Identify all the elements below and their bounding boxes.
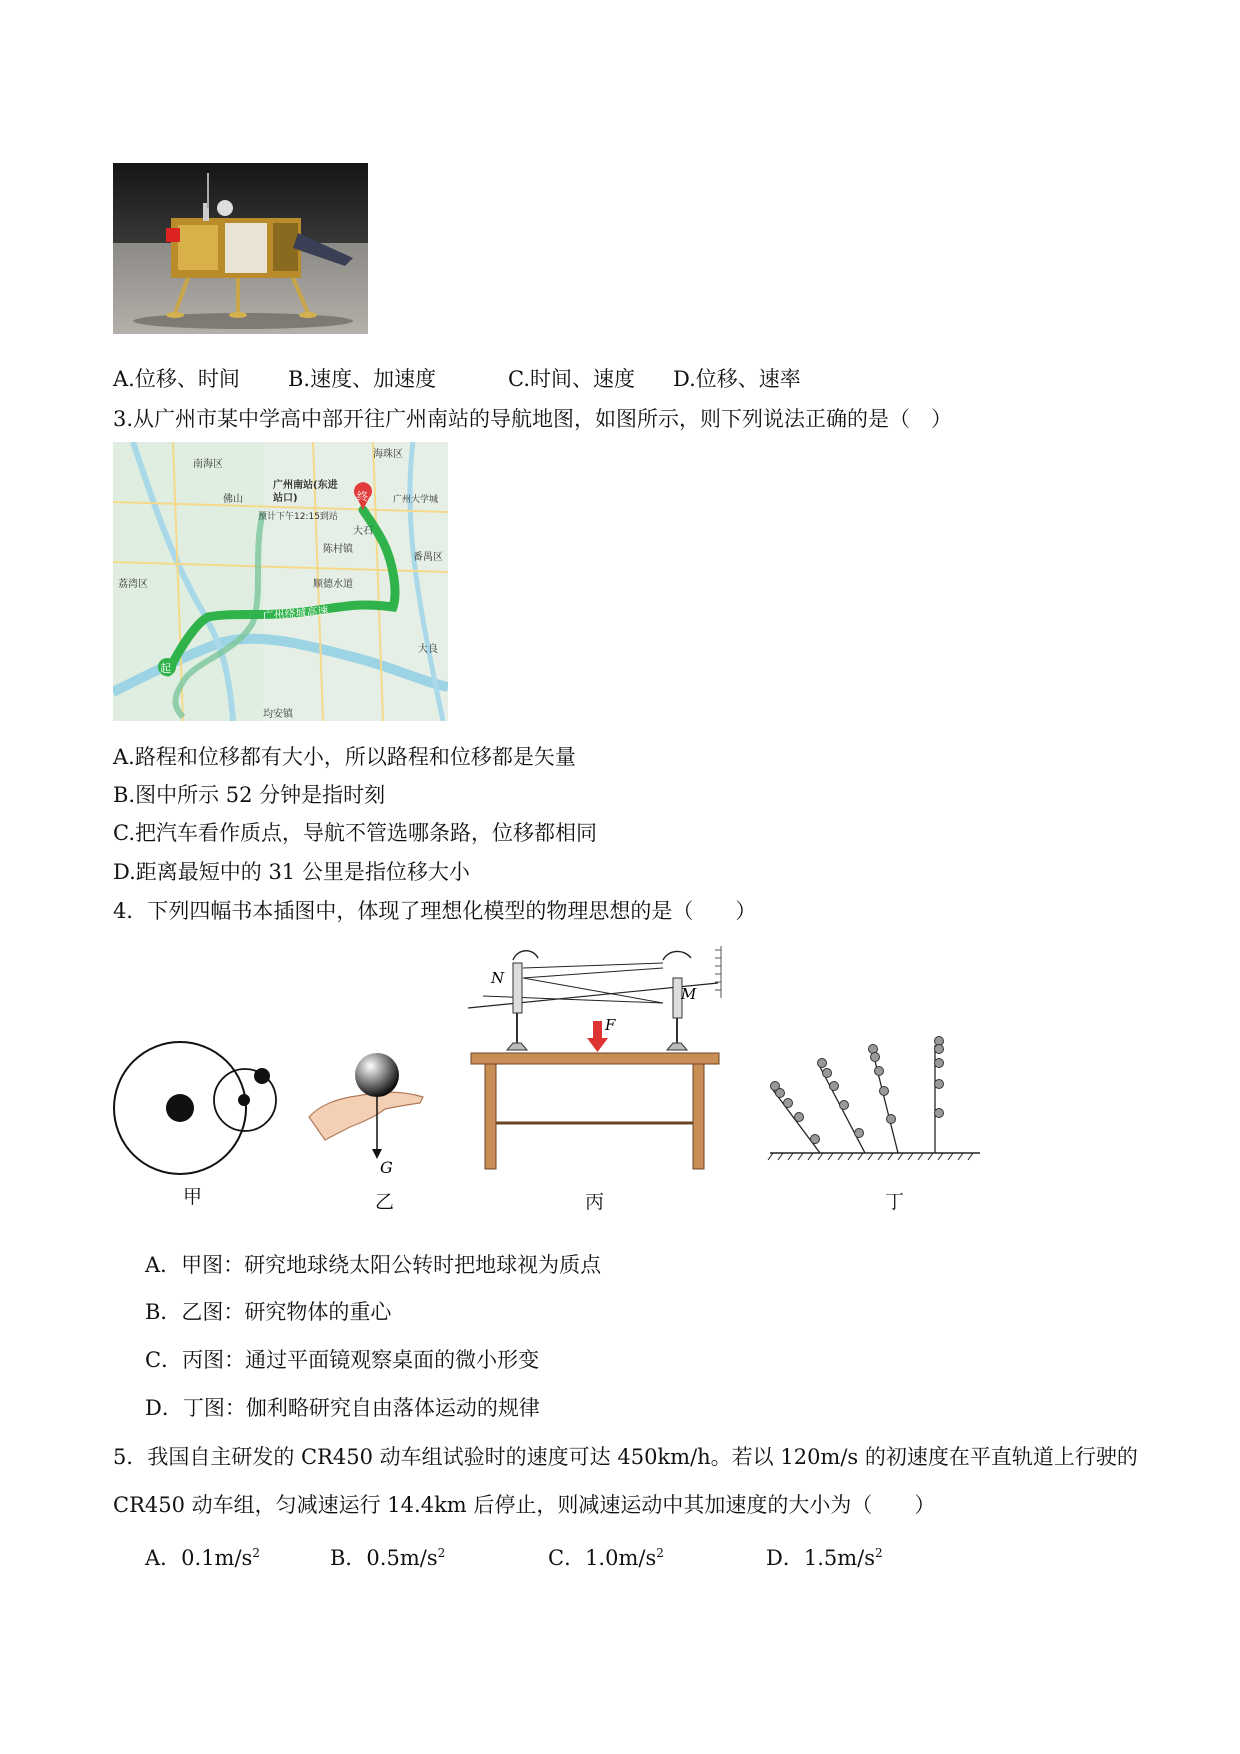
q3-stem: 3.从广州市某中学高中部开往广州南站的导航地图，如图所示，则下列说法正确的是（ ） — [113, 407, 953, 431]
mirror-m-label: M — [681, 985, 697, 1003]
map-label: 顺德水道 — [313, 579, 353, 590]
map-label: 广州南站(东进 — [273, 480, 338, 491]
q2-options — [113, 364, 801, 394]
force-label: F — [605, 1016, 616, 1034]
lunar-lander-photo — [113, 163, 368, 334]
q3-option-c: C.把汽车看作质点，导航不管选哪条路，位移都相同 — [113, 821, 597, 845]
q3-option-d: D.距离最短中的 31 公里是指位移大小 — [113, 860, 470, 884]
mirror-n-label: N — [491, 969, 505, 987]
caption-yi: 乙 — [375, 1191, 395, 1213]
navigation-map — [113, 442, 448, 721]
q3-option-a: A.路程和位移都有大小，所以路程和位移都是矢量 — [113, 745, 576, 769]
map-label: 海珠区 — [373, 449, 403, 460]
map-label: 预计下午12:15到站 — [258, 512, 338, 522]
map-label: 荔湾区 — [118, 579, 148, 590]
q3-option-b: B.图中所示 52 分钟是指时刻 — [113, 783, 386, 807]
q5-option-b: B．$0.5m/s^2$ — [330, 1546, 446, 1570]
q4-option-b: B．乙图：研究物体的重心 — [145, 1300, 392, 1324]
q5-options — [145, 1538, 883, 1573]
map-label: 佛山 — [223, 494, 243, 505]
q5-option-a: A．$0.1m/s^2$ — [145, 1546, 260, 1570]
q4-stem: 4．下列四幅书本插图中，体现了理想化模型的物理思想的是（ ） — [113, 899, 757, 923]
q2-option-a: A.位移、时间 — [113, 367, 240, 391]
q4-option-a: A．甲图：研究地球绕太阳公转时把地球视为质点 — [145, 1253, 602, 1277]
gravity-label: G — [380, 1158, 393, 1175]
map-label: 番禺区 — [413, 552, 443, 563]
q4-option-d: D．丁图：伽利略研究自由落体运动的规律 — [145, 1396, 540, 1420]
q2-option-c: C.时间、速度 — [508, 367, 635, 391]
q5-option-d: D．$1.5m/s^2$ — [766, 1546, 883, 1570]
figure-bing-table-mirror — [463, 938, 731, 1173]
map-label: 广州大学城 — [393, 495, 439, 505]
map-label: 站口) — [273, 493, 298, 504]
q5-stem-line1: 5．我国自主研发的 CR450 动车组试验时的速度可达 450km/h。若以 120m/s 的初速度在平直轨道上行驶的 — [113, 1445, 1138, 1469]
map-label: 均安镇 — [263, 709, 293, 720]
q5-option-c: C．$1.0m/s^2$ — [548, 1546, 664, 1570]
figure-ding-inclined-planes — [765, 1035, 985, 1165]
q2-option-d: D.位移、速率 — [673, 367, 801, 391]
caption-bing: 丙 — [585, 1191, 605, 1213]
q2-option-b: B.速度、加速度 — [288, 367, 437, 391]
q5-stem-line2: CR450 动车组，匀减速运行 14.4km 后停止，则减速运动中其加速度的大小为（ ） — [113, 1493, 936, 1517]
figure-yi-hand-ball — [305, 1045, 435, 1175]
caption-ding: 丁 — [885, 1191, 905, 1213]
map-label: 南海区 — [193, 459, 223, 470]
map-label: 大良 — [418, 644, 438, 655]
map-road-label: 广州绕城高速 — [262, 604, 330, 623]
map-label: 大石 — [353, 526, 373, 537]
q4-option-c: C．丙图：通过平面镜观察桌面的微小形变 — [145, 1348, 540, 1372]
map-label: 陈村镇 — [323, 544, 353, 555]
map-start-marker: 起 — [160, 662, 171, 675]
map-end-marker: 终 — [357, 490, 368, 503]
caption-jia: 甲 — [183, 1186, 203, 1208]
figure-jia-orbit — [113, 1040, 283, 1175]
